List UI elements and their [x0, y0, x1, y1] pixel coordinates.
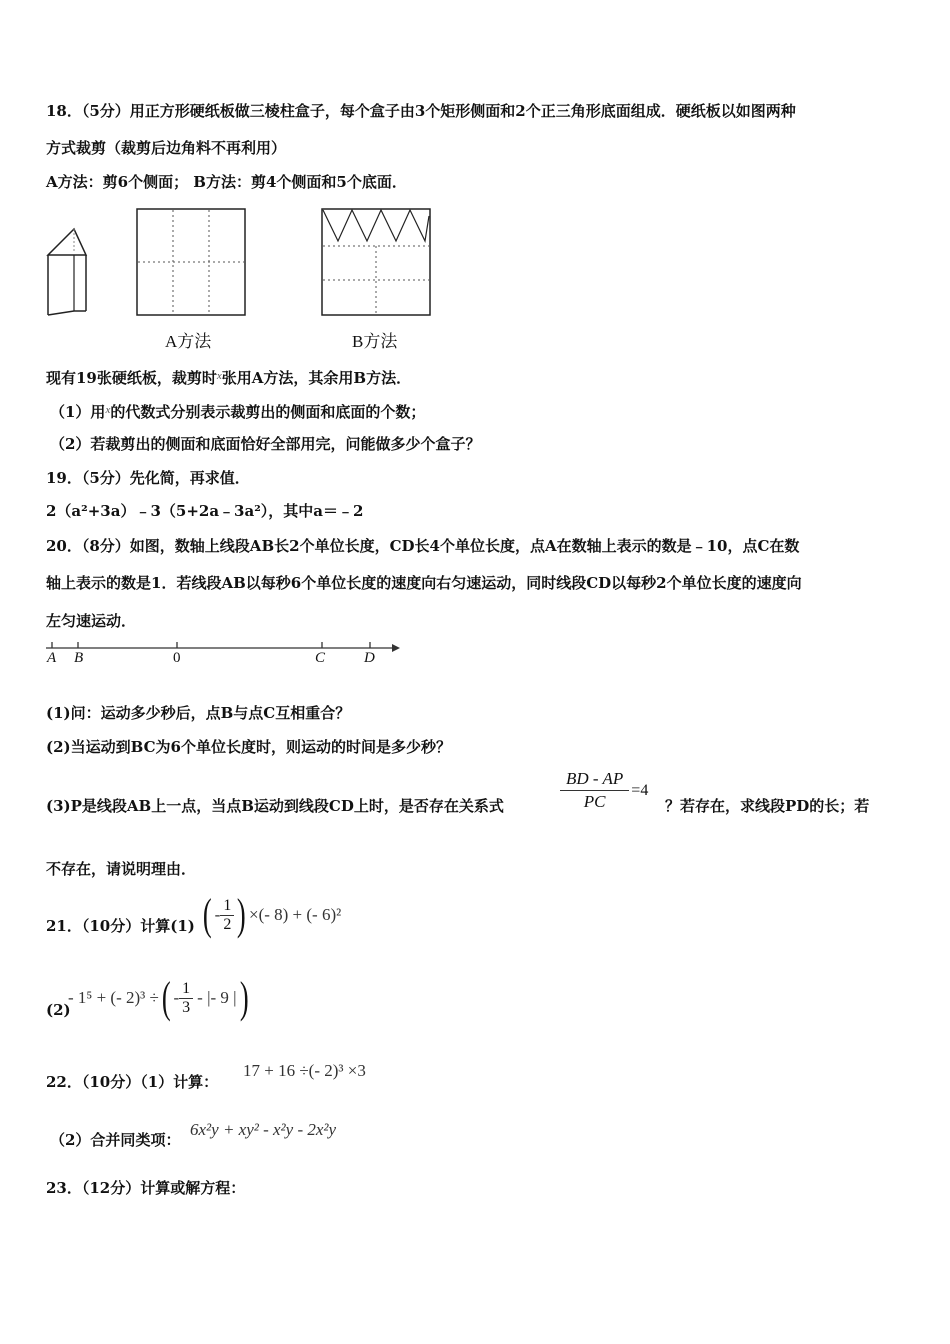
- q22-expr1: 17 + 16 ÷(- 2)³ ×3: [243, 1061, 366, 1080]
- q18-line4: 现有19张硬纸板，裁剪时$^x$张用A方法，其余用B方法．: [46, 369, 412, 387]
- q21-frac2: $\frac{1}{3}$: [179, 980, 193, 1017]
- q20-sub3-line2: 不存在，请说明理由．: [46, 860, 197, 878]
- q18-sub2: （2）若裁剪出的侧面和底面恰好全部用完，问能做多少个盒子？: [50, 435, 481, 453]
- caption-method-a: A方法: [165, 332, 212, 351]
- q21-expr1: ( - $\frac{1}{2}$ ) ×(- 8) + (- 6)²: [202, 890, 342, 939]
- axis-label-d: D: [364, 650, 375, 666]
- q20-sub3: (3)P是线段AB上一点，当点B运动到线段CD上时，是否存在关系式: [46, 797, 504, 815]
- q20-line1: 20．（8分）如图，数轴上线段AB长2个单位长度，CD长4个单位长度，点A在数轴上表示的数是﹣10，点C在数: [46, 537, 800, 555]
- q20-line2: 轴上表示的数是1．若线段AB以每秒6个单位长度的速度向右匀速运动，同时线段CD以每秒2个单位长度的速度向: [46, 574, 802, 592]
- q20-line3: 左匀速运动．: [46, 612, 137, 630]
- q22-label1: 22．（10分）（1）计算：: [46, 1073, 219, 1091]
- caption-method-b: B方法: [352, 332, 398, 351]
- q18-line1: 18．（5分）用正方形硬纸板做三棱柱盒子，每个盒子由3个矩形侧面和2个正三角形底面组成．硬纸板以如图两种: [46, 102, 796, 120]
- method-a-figure: [136, 208, 248, 318]
- triangular-prism-figure: [44, 225, 92, 321]
- number-line-figure: [44, 636, 400, 672]
- q19-line1: 19．（5分）先化简，再求值．: [46, 469, 250, 487]
- q18-line3: A方法：剪6个侧面； B方法：剪4个侧面和5个底面．: [46, 173, 407, 191]
- formula-fraction: $\frac{BD - AP}{PC}$: [560, 768, 629, 813]
- q19-line2: 2（a²+3a）﹣3（5+2a﹣3a²），其中a＝﹣2: [46, 502, 364, 520]
- q22-expr2: 6x²y + xy² - x²y - 2x²y: [190, 1120, 337, 1139]
- q21-label2: (2): [46, 1001, 71, 1019]
- q21-expr2: - 1⁵ + (- 2)³ ÷ ( - $\frac{1}{3}$ - |- 9 | ): [68, 973, 249, 1022]
- q20-sub1: (1)问：运动多少秒后，点B与点C互相重合？: [46, 704, 351, 722]
- axis-label-0: 0: [173, 650, 181, 666]
- relation-formula: $\frac{BD - AP}{PC}$ =4: [560, 768, 648, 813]
- q18-sub1: （1）用$^x$的代数式分别表示裁剪出的侧面和底面的个数；: [50, 403, 426, 421]
- q18-line2: 方式裁剪（裁剪后边角料不再利用）: [46, 139, 287, 157]
- q23-line1: 23．（12分）计算或解方程：: [46, 1179, 246, 1197]
- q22-label2: （2）合并同类项：: [50, 1131, 181, 1149]
- q20-sub2: (2)当运动到BC为6个单位长度时，则运动的时间是多少秒？: [46, 738, 451, 756]
- q20-sub3-post: ？若存在，求线段PD的长；若: [665, 797, 870, 815]
- q21-label1: 21．（10分）计算(1): [46, 917, 195, 935]
- method-b-figure: [321, 208, 433, 318]
- axis-label-a: A: [47, 650, 57, 666]
- q21-frac1: $\frac{1}{2}$: [220, 897, 234, 934]
- axis-label-b: B: [74, 650, 84, 666]
- axis-label-c: C: [315, 650, 326, 666]
